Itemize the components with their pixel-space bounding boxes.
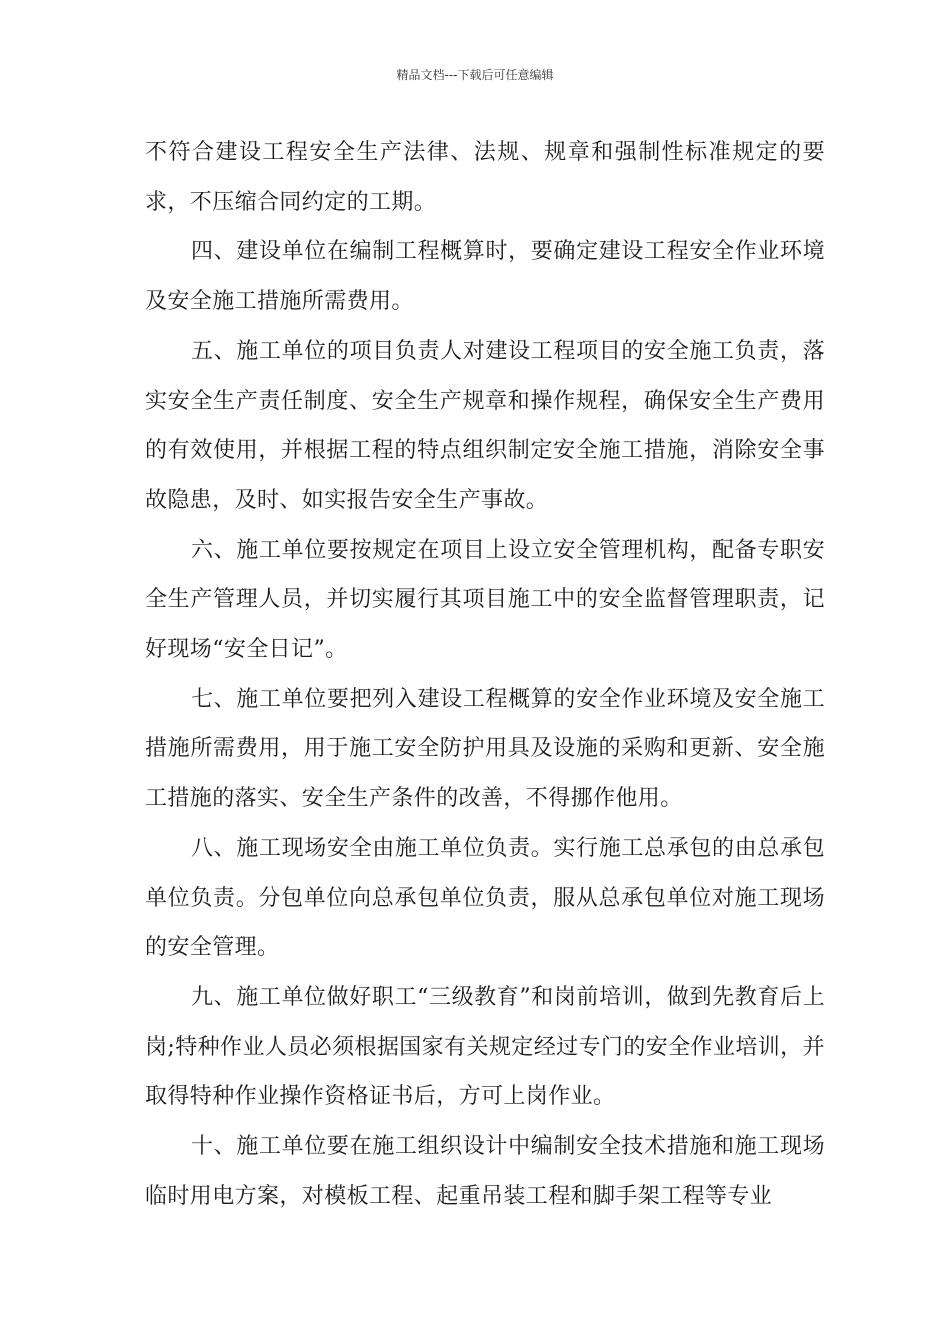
paragraph-continuation: 不符合建设工程安全生产法律、法规、规章和强制性标准规定的要求，不压缩合同约定的工期。 [145, 140, 825, 215]
paragraph-item-9: 九、施工单位做好职工“三级教育”和岗前培训，做到先教育后上岗;特种作业人员必须根据国家有关规定经过专门的安全作业培训，并取得特种作业操作资格证书后，方可上岗作业。 [145, 984, 825, 1110]
paragraph-item-6: 六、施工单位要按规定在项目上设立安全管理机构，配备专职安全生产管理人员，并切实履行其项目施工中的安全监督管理职责，记好现场“安全日记”。 [145, 537, 825, 663]
page-header: 精品文档---下载后可任意编辑 [396, 68, 554, 82]
paragraph-item-5: 五、施工单位的项目负责人对建设工程项目的安全施工负责，落实安全生产责任制度、安全生产规章和操作规程，确保安全生产费用的有效使用，并根据工程的特点组织制定安全施工措施，消除安全事故隐患，及时、如实报告安全生产事故。 [145, 338, 825, 513]
paragraph-item-8: 八、施工现场安全由施工单位负责。实行施工总承包的由总承包单位负责。分包单位向总承包单位负责，服从总承包单位对施工现场的安全管理。 [145, 835, 825, 961]
paragraph-item-7: 七、施工单位要把列入建设工程概算的安全作业环境及安全施工措施所需费用，用于施工安全防护用具及设施的采购和更新、安全施工措施的落实、安全生产条件的改善，不得挪作他用。 [145, 686, 825, 812]
document-body [145, 128, 825, 1221]
paragraph-item-10: 十、施工单位要在施工组织设计中编制安全技术措施和施工现场临时用电方案，对模板工程、起重吊装工程和脚手架工程等专业 [145, 1134, 825, 1209]
paragraph-item-4: 四、建设单位在编制工程概算时，要确定建设工程安全作业环境及安全施工措施所需费用。 [145, 239, 825, 315]
